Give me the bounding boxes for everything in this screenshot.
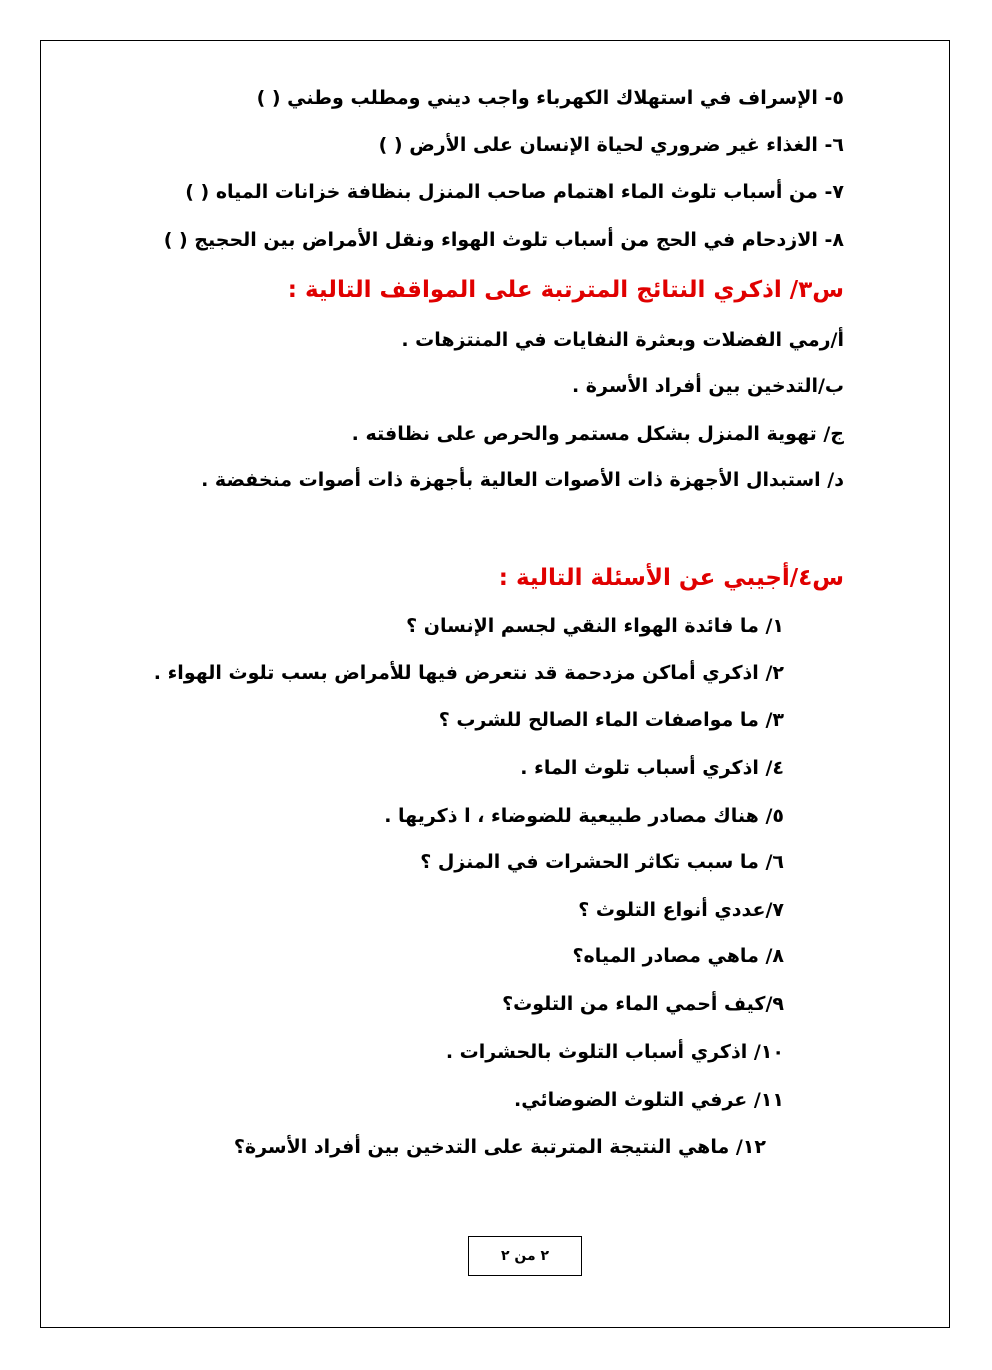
q4-item-11: ١١/ عرفي التلوث الضوضائي.	[514, 1089, 784, 1111]
q4-item-10: ١٠/ اذكري أسباب التلوث بالحشرات .	[445, 1041, 784, 1063]
tf-item-6: ٦- الغذاء غير ضروري لحياة الإنسان على الأرض ( )	[378, 134, 844, 156]
q4-item-4: ٤/ اذكري أسباب تلوث الماء .	[520, 757, 784, 779]
q4-item-12: ١٢/ ماهي النتيجة المترتبة على التدخين بين أفراد الأسرة؟	[233, 1136, 766, 1158]
q4-item-5: ٥/ هناك مصادر طبيعية للضوضاء ، ا ذكريها .	[384, 805, 784, 827]
q4-heading: س٤/أجيبي عن الأسئلة التالية :	[498, 565, 844, 591]
q3-item-c: ج/ تهوية المنزل بشكل مستمر والحرص على نظافته .	[351, 423, 844, 445]
q3-heading: س٣/ اذكري النتائج المترتبة على المواقف التالية :	[287, 277, 844, 303]
q4-item-1: ١/ ما فائدة الهواء النقي لجسم الإنسان ؟	[406, 615, 784, 637]
tf-item-7: ٧- من أسباب تلوث الماء اهتمام صاحب المنزل بنظافة خزانات المياه ( )	[185, 181, 844, 203]
q4-item-8: ٨/ ماهي مصادر المياه؟	[572, 945, 784, 967]
q4-item-9: ٩/كيف أحمي الماء من التلوث؟	[502, 993, 784, 1015]
q3-item-b: ب/التدخين بين أفراد الأسرة .	[571, 375, 844, 397]
page-number: ٢ من ٢	[500, 1248, 550, 1264]
q4-item-2: ٢/ اذكري أماكن مزدحمة قد نتعرض فيها للأمراض بسب تلوث الهواء .	[153, 662, 784, 684]
tf-item-8: ٨- الازدحام في الحج من أسباب تلوث الهواء ونقل الأمراض بين الحجيج ( )	[163, 229, 844, 251]
q4-item-6: ٦/ ما سبب تكاثر الحشرات في المنزل ؟	[420, 851, 784, 873]
q4-item-7: ٧/عددي أنواع التلوث ؟	[578, 899, 784, 921]
tf-item-5: ٥- الإسراف في استهلاك الكهرباء واجب ديني ومطلب وطني ( )	[256, 87, 844, 109]
page-number-box	[468, 1236, 582, 1276]
q3-item-d: د/ استبدال الأجهزة ذات الأصوات العالية بأجهزة ذات أصوات منخفضة .	[201, 469, 844, 491]
q4-item-3: ٣/ ما مواصفات الماء الصالح للشرب ؟	[438, 709, 784, 731]
q3-item-a: أ/رمي الفضلات وبعثرة النفايات في المنتزهات .	[401, 329, 844, 351]
